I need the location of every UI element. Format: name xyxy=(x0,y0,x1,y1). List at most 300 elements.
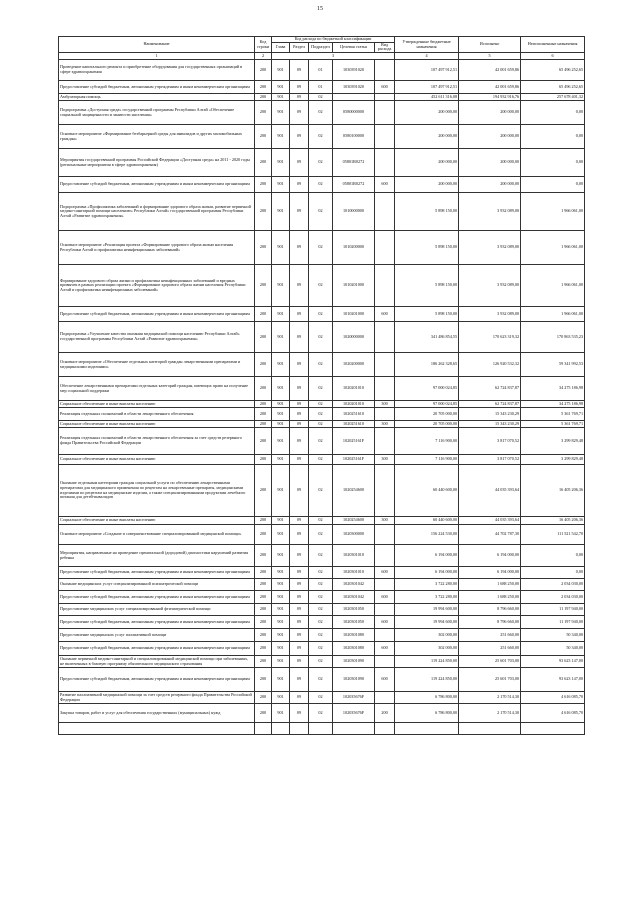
col-num-1: 1 xyxy=(59,53,255,60)
row-subsection: 02 xyxy=(309,231,333,265)
row-type: 200 xyxy=(375,704,395,723)
row-name: Социальное обеспечение и иные выплаты населению xyxy=(59,517,255,525)
row-approved: 156 224 530,00 xyxy=(395,525,459,545)
row-rest: 0,00 xyxy=(521,567,585,579)
table-row xyxy=(59,723,585,735)
row-approved: 60 440 600,00 xyxy=(395,465,459,517)
row-target: 1020301080 xyxy=(333,629,375,642)
table-row xyxy=(59,428,585,455)
row-executed: 3 932 089,00 xyxy=(459,231,521,265)
row-approved: 341 486 854,55 xyxy=(395,322,459,353)
row-subsection: 02 xyxy=(309,149,333,177)
row-approved: 3 722 280,00 xyxy=(395,591,459,604)
row-chapter: 901 xyxy=(272,604,290,616)
row-target: 102025161F xyxy=(333,455,375,465)
row-section: 09 xyxy=(290,642,309,656)
row-type xyxy=(375,377,395,401)
row-approved: 107 497 912,51 xyxy=(395,81,459,94)
row-section: 09 xyxy=(290,517,309,525)
header-code: Код строки xyxy=(255,37,272,53)
table-row xyxy=(59,579,585,591)
row-name: Оказание первичной медико-санитарной и специализированной медицинской помощи при заболеваниях, не включенных в базовую программу обязательного медицинского страхования xyxy=(59,656,255,668)
row-code: 200 xyxy=(255,591,272,604)
row-section: 09 xyxy=(290,704,309,723)
row-rest: 5 361 769,71 xyxy=(521,421,585,428)
row-code: 200 xyxy=(255,517,272,525)
row-subsection: 02 xyxy=(309,125,333,149)
row-executed: 62 724 837,87 xyxy=(459,377,521,401)
table-row xyxy=(59,517,585,525)
row-executed: 6 194 000,00 xyxy=(459,545,521,567)
row-rest: 11 197 940,00 xyxy=(521,616,585,629)
header-chapter: Глава xyxy=(272,42,290,52)
row-target: 1020301080 xyxy=(333,642,375,656)
row-chapter: 901 xyxy=(272,517,290,525)
row-name xyxy=(59,723,255,735)
row-target: 1030391020 xyxy=(333,81,375,94)
row-chapter: 901 xyxy=(272,629,290,642)
row-subsection: 02 xyxy=(309,455,333,465)
table-row xyxy=(59,668,585,692)
row-subsection: 02 xyxy=(309,421,333,428)
row-code: 200 xyxy=(255,81,272,94)
table-row xyxy=(59,81,585,94)
row-target: 1020251610 xyxy=(333,408,375,421)
row-executed: 3 817 070,52 xyxy=(459,428,521,455)
row-type xyxy=(375,193,395,231)
row-code: 200 xyxy=(255,401,272,408)
row-executed: 8 796 660,00 xyxy=(459,604,521,616)
row-type xyxy=(375,656,395,668)
row-rest: 0,00 xyxy=(521,545,585,567)
row-target: 1010000000 xyxy=(333,193,375,231)
row-section: 09 xyxy=(290,668,309,692)
row-section: 09 xyxy=(290,60,309,81)
row-section: 09 xyxy=(290,353,309,377)
row-rest: 50 340,00 xyxy=(521,629,585,642)
row-target: 1010201000 xyxy=(333,307,375,322)
row-target: 1020300000 xyxy=(333,525,375,545)
row-target: 1010201000 xyxy=(333,265,375,307)
table-row xyxy=(59,455,585,465)
table-row xyxy=(59,401,585,408)
row-target: 1020301010 xyxy=(333,567,375,579)
row-subsection: 02 xyxy=(309,307,333,322)
row-code: 200 xyxy=(255,265,272,307)
row-approved: 6 194 000,00 xyxy=(395,545,459,567)
table-row xyxy=(59,567,585,579)
row-chapter: 901 xyxy=(272,668,290,692)
row-approved: 200 000,00 xyxy=(395,101,459,125)
row-rest: 1 966 061,00 xyxy=(521,193,585,231)
row-code: 200 xyxy=(255,525,272,545)
table-row xyxy=(59,421,585,428)
row-subsection: 02 xyxy=(309,265,333,307)
row-type xyxy=(375,723,395,735)
table-row xyxy=(59,604,585,616)
row-section: 09 xyxy=(290,101,309,125)
row-approved: 7 116 900,00 xyxy=(395,428,459,455)
row-name: Оказание медицинских услуг специализированной психиатрической помощи xyxy=(59,579,255,591)
row-name: Формирование здорового образа жизни и профилактика неинфекционных заболеваний и вредных привычек в рамках реализации проекта «Формирование здорового образа жизни населения Республики Алтай и профилактика неинфекционных заболеваний» xyxy=(59,265,255,307)
row-executed: 3 817 070,52 xyxy=(459,455,521,465)
row-chapter: 901 xyxy=(272,149,290,177)
row-code: 200 xyxy=(255,465,272,517)
row-type xyxy=(375,125,395,149)
row-chapter xyxy=(272,723,290,735)
table-row xyxy=(59,545,585,567)
row-name: Подпрограмма «Доступная среда» государственной программы Республики Алтай «Обеспечение социальной защищенности и занятости населения» xyxy=(59,101,255,125)
row-name: Предоставление субсидий бюджетным, автономным учреждениям и иным некоммерческим организациям xyxy=(59,642,255,656)
header-name: Наименование xyxy=(59,37,255,53)
row-executed: 25 601 703,00 xyxy=(459,656,521,668)
row-section: 09 xyxy=(290,692,309,704)
row-target: 0580100000 xyxy=(333,125,375,149)
row-type: 600 xyxy=(375,642,395,656)
row-rest: 16 405 206,36 xyxy=(521,465,585,517)
row-chapter: 901 xyxy=(272,567,290,579)
row-name: Предоставление субсидий бюджетным, автономным учреждениям и иным некоммерческим организациям xyxy=(59,591,255,604)
table-row xyxy=(59,656,585,668)
row-executed xyxy=(459,723,521,735)
row-section: 09 xyxy=(290,149,309,177)
row-subsection: 02 xyxy=(309,401,333,408)
row-approved xyxy=(395,723,459,735)
table-row xyxy=(59,616,585,629)
row-section: 09 xyxy=(290,81,309,94)
row-type: 600 xyxy=(375,668,395,692)
row-subsection: 02 xyxy=(309,193,333,231)
row-executed: 170 623 319,32 xyxy=(459,322,521,353)
row-rest: 50 340,00 xyxy=(521,642,585,656)
row-type: 300 xyxy=(375,421,395,428)
row-code: 200 xyxy=(255,101,272,125)
row-subsection: 02 xyxy=(309,465,333,517)
row-target xyxy=(333,94,375,101)
row-code: 200 xyxy=(255,125,272,149)
row-target: 1020301050 xyxy=(333,604,375,616)
row-approved: 302 000,00 xyxy=(395,629,459,642)
row-name: Предоставление субсидий бюджетным, автономным учреждениям и иным некоммерческим организациям xyxy=(59,177,255,193)
row-code: 200 xyxy=(255,692,272,704)
row-section xyxy=(290,723,309,735)
row-chapter: 901 xyxy=(272,177,290,193)
row-approved: 200 000,00 xyxy=(395,177,459,193)
row-chapter: 901 xyxy=(272,265,290,307)
row-subsection: 02 xyxy=(309,353,333,377)
row-chapter: 901 xyxy=(272,455,290,465)
row-chapter: 901 xyxy=(272,545,290,567)
row-target: 1020301010 xyxy=(333,545,375,567)
row-target: 1010200000 xyxy=(333,231,375,265)
table-row xyxy=(59,591,585,604)
row-target: 1020301042 xyxy=(333,591,375,604)
row-subsection: 02 xyxy=(309,322,333,353)
row-type xyxy=(375,692,395,704)
row-code: 200 xyxy=(255,231,272,265)
row-executed: 3 932 089,00 xyxy=(459,193,521,231)
column-numbers-row xyxy=(59,53,585,60)
table-row xyxy=(59,642,585,656)
row-rest: 93 623 147,00 xyxy=(521,656,585,668)
row-rest: 5 361 769,71 xyxy=(521,408,585,421)
row-rest: 170 863 535,23 xyxy=(521,322,585,353)
table-row xyxy=(59,265,585,307)
row-subsection: 02 xyxy=(309,408,333,421)
row-approved: 119 224 850,00 xyxy=(395,656,459,668)
row-type xyxy=(375,265,395,307)
row-approved: 107 497 912,51 xyxy=(395,60,459,81)
table-row xyxy=(59,322,585,353)
row-executed: 62 724 837,87 xyxy=(459,401,521,408)
row-chapter: 901 xyxy=(272,408,290,421)
row-code: 200 xyxy=(255,94,272,101)
row-name: Предоставление медицинских услуг специализированной фтизиатрической помощи xyxy=(59,604,255,616)
row-chapter: 901 xyxy=(272,322,290,353)
row-chapter: 901 xyxy=(272,81,290,94)
row-type: 300 xyxy=(375,517,395,525)
row-name: Предоставление субсидий бюджетным, автономным учреждениям и иным некоммерческим организациям xyxy=(59,668,255,692)
row-section: 09 xyxy=(290,591,309,604)
row-chapter: 901 xyxy=(272,94,290,101)
row-executed: 200 000,00 xyxy=(459,125,521,149)
row-chapter: 901 xyxy=(272,656,290,668)
row-rest: 3 299 829,48 xyxy=(521,455,585,465)
row-rest: 34 275 186,98 xyxy=(521,401,585,408)
row-section: 09 xyxy=(290,545,309,567)
row-chapter: 901 xyxy=(272,704,290,723)
row-name: Развитие паллиативной медицинской помощи за счет средств резервного фонда Правительства Российской Федерации xyxy=(59,692,255,704)
row-type xyxy=(375,94,395,101)
row-approved: 200 000,00 xyxy=(395,125,459,149)
row-chapter: 901 xyxy=(272,193,290,231)
row-approved: 302 000,00 xyxy=(395,642,459,656)
row-section: 09 xyxy=(290,465,309,517)
row-rest: 1 966 061,00 xyxy=(521,265,585,307)
row-executed: 42 001 659,86 xyxy=(459,81,521,94)
row-name: Предоставление субсидий бюджетным, автономным учреждениям и иным некоммерческим организациям xyxy=(59,81,255,94)
row-rest: 16 405 206,36 xyxy=(521,517,585,525)
row-rest: 34 275 186,98 xyxy=(521,377,585,401)
row-name: Социальное обеспечение и иные выплаты населению xyxy=(59,455,255,465)
row-executed: 15 343 230,29 xyxy=(459,421,521,428)
col-num-4: 4 xyxy=(395,53,459,60)
row-code: 200 xyxy=(255,455,272,465)
row-section: 09 xyxy=(290,656,309,668)
row-code: 200 xyxy=(255,567,272,579)
row-type: 300 xyxy=(375,401,395,408)
row-subsection xyxy=(309,723,333,735)
row-target: 0580000000 xyxy=(333,101,375,125)
row-name: Подпрограмма «Профилактика заболеваний и формирование здорового образа жизни, развитие первичной медико-санитарной помощи населению» Республики Алтай» государственной программы Республики Алтай «Развитие здравоохранения» xyxy=(59,193,255,231)
row-code: 200 xyxy=(255,704,272,723)
row-rest: 59 341 992,53 xyxy=(521,353,585,377)
row-rest: 2 034 030,00 xyxy=(521,591,585,604)
row-chapter: 901 xyxy=(272,692,290,704)
row-type xyxy=(375,408,395,421)
row-code: 200 xyxy=(255,322,272,353)
row-approved: 452 611 316,08 xyxy=(395,94,459,101)
row-section: 09 xyxy=(290,616,309,629)
row-target: 102035676F xyxy=(333,692,375,704)
row-approved: 19 994 600,00 xyxy=(395,604,459,616)
row-approved: 5 898 150,00 xyxy=(395,307,459,322)
row-executed: 2 170 514,30 xyxy=(459,704,521,723)
row-rest: 0,00 xyxy=(521,177,585,193)
row-subsection: 02 xyxy=(309,616,333,629)
row-executed: 200 000,00 xyxy=(459,101,521,125)
row-subsection: 02 xyxy=(309,567,333,579)
table-row xyxy=(59,353,585,377)
header-approved: Утвержденные бюджетные назначения xyxy=(395,37,459,53)
row-executed: 6 194 000,00 xyxy=(459,567,521,579)
row-code: 200 xyxy=(255,629,272,642)
row-code: 200 xyxy=(255,428,272,455)
row-name: Социальное обеспечение и иные выплаты населению xyxy=(59,421,255,428)
row-chapter: 901 xyxy=(272,401,290,408)
row-rest: 1 966 061,00 xyxy=(521,231,585,265)
row-executed: 3 932 089,00 xyxy=(459,307,521,322)
row-type xyxy=(375,629,395,642)
row-approved: 5 898 150,00 xyxy=(395,193,459,231)
row-approved: 119 224 850,00 xyxy=(395,668,459,692)
row-code: 200 xyxy=(255,604,272,616)
table-row xyxy=(59,193,585,231)
row-chapter: 901 xyxy=(272,60,290,81)
table-row xyxy=(59,231,585,265)
row-type xyxy=(375,101,395,125)
header-unexecuted: Неисполненные назначения xyxy=(521,37,585,53)
row-code: 200 xyxy=(255,149,272,177)
table-row xyxy=(59,125,585,149)
row-target: 1020254600 xyxy=(333,517,375,525)
row-subsection: 02 xyxy=(309,545,333,567)
row-code: 200 xyxy=(255,60,272,81)
row-code xyxy=(255,723,272,735)
row-chapter: 901 xyxy=(272,125,290,149)
row-type: 600 xyxy=(375,81,395,94)
row-type xyxy=(375,428,395,455)
row-chapter: 901 xyxy=(272,377,290,401)
row-name: Амбулаторная помощь xyxy=(59,94,255,101)
row-chapter: 901 xyxy=(272,101,290,125)
row-code: 200 xyxy=(255,408,272,421)
header-executed: Исполнено xyxy=(459,37,521,53)
row-type: 600 xyxy=(375,591,395,604)
row-rest: 1 966 061,00 xyxy=(521,307,585,322)
row-section: 09 xyxy=(290,455,309,465)
header-row-1 xyxy=(59,37,585,43)
row-executed: 2 170 514,30 xyxy=(459,692,521,704)
row-rest: 0,00 xyxy=(521,149,585,177)
row-name: Основное мероприятие «Реализация проекта «Формирование здорового образа жизни населения Республики Алтай и профилактика неинфекционных заболеваний» xyxy=(59,231,255,265)
col-num-5: 5 xyxy=(459,53,521,60)
row-approved: 20 705 000,00 xyxy=(395,421,459,428)
row-subsection: 02 xyxy=(309,428,333,455)
row-executed: 1 688 250,00 xyxy=(459,591,521,604)
row-subsection: 02 xyxy=(309,629,333,642)
row-name: Основное мероприятие «Формирование безбарьерной среды для инвалидов и других маломобильных граждан» xyxy=(59,125,255,149)
row-target xyxy=(333,723,375,735)
header-expense-type: Вид расхода xyxy=(375,42,395,52)
row-subsection: 02 xyxy=(309,591,333,604)
row-target: 1020251610 xyxy=(333,421,375,428)
row-chapter: 901 xyxy=(272,428,290,455)
row-approved: 6 786 800,00 xyxy=(395,692,459,704)
row-code: 200 xyxy=(255,616,272,629)
row-chapter: 901 xyxy=(272,525,290,545)
row-executed: 44 035 393,64 xyxy=(459,465,521,517)
row-rest: 4 616 085,70 xyxy=(521,692,585,704)
row-chapter: 901 xyxy=(272,579,290,591)
row-target: 1020000000 xyxy=(333,322,375,353)
row-rest: 257 678 401,32 xyxy=(521,94,585,101)
row-name: Предоставление субсидий бюджетным, автономным учреждениям и иным некоммерческим организациям xyxy=(59,307,255,322)
table-row xyxy=(59,101,585,125)
row-rest: 65 496 252,65 xyxy=(521,60,585,81)
row-name: Обеспечение лекарственными препаратами отдельных категорий граждан, имеющих право на получение мер социальной поддержки xyxy=(59,377,255,401)
row-type: 300 xyxy=(375,455,395,465)
row-target: 1030391020 xyxy=(333,60,375,81)
row-subsection: 02 xyxy=(309,517,333,525)
row-section: 09 xyxy=(290,579,309,591)
row-rest: 111 521 542,70 xyxy=(521,525,585,545)
row-type xyxy=(375,579,395,591)
header-code-group: Код расхода по бюджетной классификации xyxy=(272,37,395,43)
row-approved: 6 786 800,00 xyxy=(395,704,459,723)
row-section: 09 xyxy=(290,629,309,642)
row-code: 200 xyxy=(255,177,272,193)
row-rest: 2 034 030,00 xyxy=(521,579,585,591)
row-approved: 3 722 280,00 xyxy=(395,579,459,591)
row-section: 09 xyxy=(290,193,309,231)
row-type xyxy=(375,604,395,616)
row-type: 600 xyxy=(375,177,395,193)
row-executed: 1 688 250,00 xyxy=(459,579,521,591)
row-section: 09 xyxy=(290,401,309,408)
row-section: 09 xyxy=(290,428,309,455)
row-type xyxy=(375,60,395,81)
row-executed: 251 660,00 xyxy=(459,642,521,656)
row-type: 600 xyxy=(375,567,395,579)
col-num-6: 6 xyxy=(521,53,585,60)
row-section: 09 xyxy=(290,231,309,265)
row-target: 102035676F xyxy=(333,704,375,723)
row-type: 600 xyxy=(375,616,395,629)
row-section: 09 xyxy=(290,377,309,401)
table-row xyxy=(59,149,585,177)
row-section: 09 xyxy=(290,125,309,149)
row-name: Проведение капитального ремонта и приобретение оборудования для государственных организаций в сфере здравоохранения xyxy=(59,60,255,81)
row-executed: 42 001 659,86 xyxy=(459,60,521,81)
row-subsection: 02 xyxy=(309,656,333,668)
row-approved: 6 194 000,00 xyxy=(395,567,459,579)
row-approved: 186 262 328,65 xyxy=(395,353,459,377)
row-subsection: 02 xyxy=(309,704,333,723)
row-executed: 15 343 230,29 xyxy=(459,408,521,421)
row-executed: 200 000,00 xyxy=(459,149,521,177)
row-name: Подпрограмма «Улучшение качества оказания медицинской помощи населению Республики Алтай» государственной программы Республики Алтай «Развитие здравоохранения» xyxy=(59,322,255,353)
row-executed: 200 000,00 xyxy=(459,177,521,193)
table-row xyxy=(59,408,585,421)
row-code: 200 xyxy=(255,668,272,692)
row-rest: 0,00 xyxy=(521,125,585,149)
row-rest: 4 616 085,70 xyxy=(521,704,585,723)
row-approved: 7 116 900,00 xyxy=(395,455,459,465)
row-code: 200 xyxy=(255,642,272,656)
table-row xyxy=(59,629,585,642)
table-row xyxy=(59,704,585,723)
